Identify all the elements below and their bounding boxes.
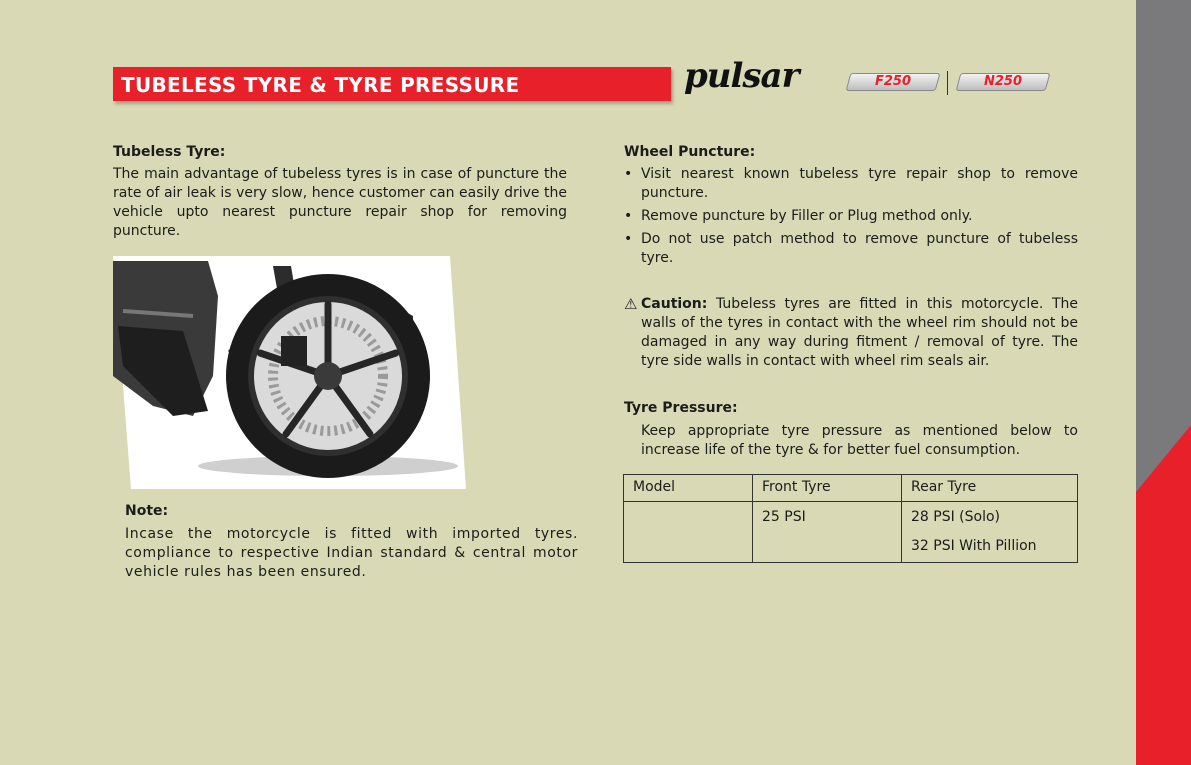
list-item: • Remove puncture by Filler or Plug method only. — [624, 207, 1078, 226]
model-badge-n250: N250 — [956, 73, 1051, 91]
puncture-heading: Wheel Puncture: — [624, 144, 756, 160]
list-item: • Do not use patch method to remove puncture of tubeless tyre. — [624, 230, 1078, 268]
rear-pillion: 32 PSI With Pillion — [911, 538, 1037, 554]
rear-solo: 28 PSI (Solo) — [911, 509, 1001, 525]
front-wheel-photo — [113, 256, 466, 489]
tyre-pressure-table — [623, 474, 1078, 563]
table-row — [624, 502, 1078, 563]
puncture-list — [624, 165, 1078, 272]
cell-rear — [902, 502, 1078, 563]
note-body: Incase the motorcycle is fitted with imported tyres. compliance to respective Indian standard & central motor vehicle rules has been ensured. — [125, 526, 578, 580]
brand-wordmark: pulsar — [684, 56, 799, 96]
warning-icon: ⚠ — [624, 295, 638, 313]
list-item: • Visit nearest known tubeless tyre repair shop to remove puncture. — [624, 165, 1078, 203]
col-header-model: Model — [624, 475, 753, 502]
cell-model — [624, 502, 753, 563]
col-header-rear: Rear Tyre — [902, 475, 1078, 502]
cell-front: 25 PSI — [753, 502, 902, 563]
caution-text — [641, 295, 1078, 371]
note-heading: Note: — [125, 503, 169, 519]
logo-divider — [947, 71, 948, 95]
tubeless-heading: Tubeless Tyre: — [113, 144, 226, 160]
caution-block — [624, 295, 1078, 371]
model-badge-f250: F250 — [846, 73, 941, 91]
page-title: TUBELESS TYRE & TYRE PRESSURE — [121, 73, 520, 97]
tubeless-body: The main advantage of tubeless tyres is in case of puncture the rate of air leak is very slow, hence customer can easily drive the vehicle upto nearest puncture repair shop for removing puncture. — [113, 166, 567, 239]
pressure-body: Keep appropriate tyre pressure as mentioned below to increase life of the tyre & for better fuel consumption. — [641, 423, 1078, 458]
brand-logo — [684, 56, 1054, 102]
table-header-row — [624, 475, 1078, 502]
side-tab-red-accent — [1136, 0, 1191, 765]
col-header-front: Front Tyre — [753, 475, 902, 502]
pressure-heading: Tyre Pressure: — [624, 400, 738, 416]
section-title-bar — [113, 67, 671, 101]
caution-body: Tubeless tyres are fitted in this motorcycle. The walls of the tyres in contact with the wheel rim should not be damaged in any way during fitment / removal of tyre. The tyre side walls in contact with wheel rim seals air. — [641, 296, 1078, 369]
side-tab — [1136, 0, 1191, 765]
caution-label: Caution: — [641, 296, 708, 312]
